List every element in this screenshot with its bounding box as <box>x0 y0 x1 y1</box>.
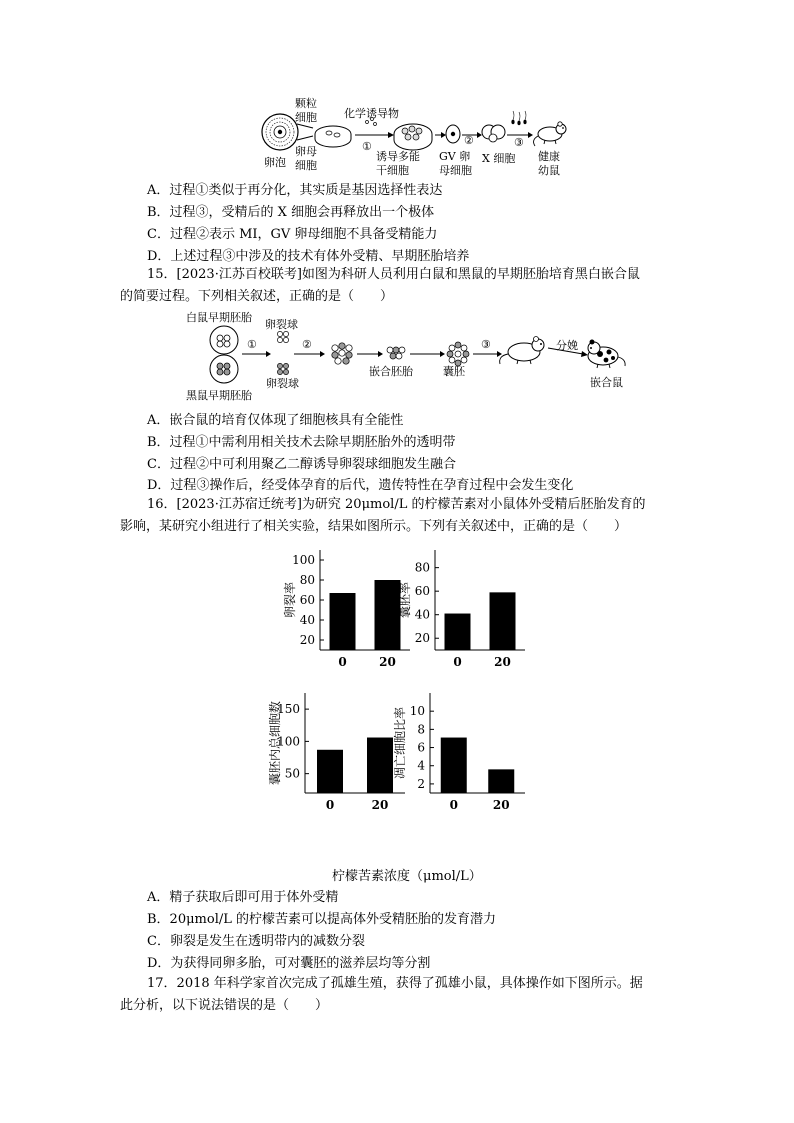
chart-apoptosis-ratio <box>385 688 535 813</box>
fig1-ips-label-1: 诱导多能 <box>376 150 420 163</box>
q15-option-d: D．过程③操作后，经受体孕育的后代，遗传特性在孕育过程中会发生变化 <box>147 478 574 493</box>
y-axis-label: 凋亡细胞比率 <box>393 706 407 780</box>
q14-option-a: A．过程①类似于再分化，其实质是基因选择性表达 <box>147 183 443 198</box>
fig1-inducer-label: 化学诱导物 <box>344 107 399 120</box>
fig1-mouse-label-2: 幼鼠 <box>538 164 560 177</box>
x-cell-drawing <box>482 125 505 142</box>
q16-stem-line2: 影响，某研究小组进行了相关实验，结果如图所示。下列有关叙述中，正确的是（ ） <box>120 519 628 534</box>
fig2-blastocyst-label: 囊胚 <box>443 365 465 378</box>
q15-option-a: A．嵌合鼠的培育仅体现了细胞核具有全能性 <box>147 413 404 428</box>
fig1-ips-label-2: 干细胞 <box>376 164 409 177</box>
q17-stem-line1: 17．2018 年科学家首次完成了孤雄生殖，获得了孤雄小鼠，具体操作如下图所示。据 <box>147 976 643 991</box>
y-tick-label: 20 <box>414 631 430 646</box>
bar-0 <box>441 738 467 793</box>
fig2-step2-label: ② <box>302 338 312 351</box>
cleavage-ball-top <box>277 331 288 342</box>
y-tick-label: 40 <box>299 613 315 627</box>
fig2-black-embryo-label: 黑鼠早期胚胎 <box>186 389 252 402</box>
recipient-mouse-icon <box>500 337 544 365</box>
y-axis-label: 囊胚内总细胞数 <box>268 700 282 786</box>
x-tick-label: 20 <box>371 798 389 812</box>
chimeric-cluster <box>332 343 352 364</box>
q15-option-c: C．过程②中可利用聚乙二醇诱导卵裂球细胞发生融合 <box>147 457 456 472</box>
y-tick-label: 20 <box>299 633 315 647</box>
y-tick-label: 100 <box>277 734 300 749</box>
y-axis-label: 囊胚率 <box>398 581 412 619</box>
fig2-chimeric-mouse-label: 嵌合鼠 <box>590 376 623 389</box>
x-tick-label: 20 <box>492 798 510 812</box>
fig2-step1-label: ① <box>247 338 257 351</box>
y-tick-label: 80 <box>299 573 315 587</box>
x-tick-label: 20 <box>379 655 396 669</box>
culture-dish-1 <box>315 126 351 147</box>
fig1-gv-label-1: GV 卵 <box>439 150 471 163</box>
x-tick-label: 0 <box>449 798 458 812</box>
follicle-drawing <box>262 114 298 150</box>
fig1-oocyte-label-1: 卵母 <box>295 145 317 158</box>
y-axis-label: 卵裂率 <box>283 581 297 619</box>
blastocyst-drawing <box>447 342 469 366</box>
y-tick-label: 2 <box>417 776 425 791</box>
fig2-step3-label: ③ <box>481 338 491 351</box>
q16-shared-xlabel: 柠檬苦素浓度（μmol/L） <box>332 869 482 884</box>
fig2-chimeric-embryo-label: 嵌合胚胎 <box>369 365 413 378</box>
fig1-gv-label-2: 母细胞 <box>439 164 472 177</box>
chart-blastocyst-rate <box>395 545 535 670</box>
bar-0 <box>317 750 343 793</box>
black-embryo-drawing <box>210 355 238 383</box>
fig1-step2-label: ② <box>464 134 474 147</box>
fig2-delivery-label: 分娩 <box>556 339 578 352</box>
q16-option-a: A．精子获取后即可用于体外受精 <box>147 890 339 905</box>
x-tick-label: 0 <box>325 798 335 812</box>
fig2-cleavage-top-label: 卵裂球 <box>265 318 298 331</box>
x-tick-label: 20 <box>494 655 511 669</box>
fig1-step3-label: ③ <box>514 136 524 149</box>
q15-stem-line1: 15．[2023·江苏百校联考]如图为科研人员利用白鼠和黑鼠的早期胚胎培育黑白嵌合鼠 <box>147 267 640 282</box>
y-tick-label: 4 <box>417 758 425 773</box>
gv-oocyte-drawing <box>446 125 460 143</box>
q14-option-c: C．过程②表示 MⅠ，GV 卵母细胞不具备受精能力 <box>147 227 438 242</box>
q14-option-b: B．过程③，受精后的 X 细胞会再释放出一个极体 <box>147 205 435 220</box>
q15-option-b: B．过程①中需利用相关技术去除早期胚胎外的透明带 <box>147 435 456 450</box>
sperm-icon <box>511 111 526 125</box>
y-tick-label: 150 <box>277 702 300 717</box>
q15-stem-line2: 的简要过程。下列相关叙述，正确的是（ ） <box>120 289 394 304</box>
y-tick-label: 80 <box>414 560 430 575</box>
fig1-oocyte-label-2: 细胞 <box>295 159 317 172</box>
culture-dish-2 <box>394 124 432 150</box>
bar-0 <box>330 593 356 650</box>
y-tick-label: 60 <box>414 584 430 599</box>
x-tick-label: 0 <box>453 655 462 669</box>
y-tick-label: 10 <box>409 704 425 719</box>
fig1-granule-label-1: 颗粒 <box>295 97 317 110</box>
fig2-cleavage-bottom-label: 卵裂球 <box>266 377 299 390</box>
x-tick-label: 0 <box>338 655 347 669</box>
chimeric-mouse-icon <box>588 340 625 369</box>
bar-0 <box>445 614 471 650</box>
q16-option-c: C．卵裂是发生在透明带内的减数分裂 <box>147 934 365 949</box>
y-tick-label: 40 <box>414 607 430 622</box>
q16-option-b: B．20μmol/L 的柠檬苦素可以提高体外受精胚胎的发育潜力 <box>147 912 497 927</box>
cleavage-ball-bottom <box>277 363 288 374</box>
fig1-granule-label-2: 细胞 <box>295 111 317 124</box>
q14-option-d: D．上述过程③中涉及的技术有体外受精、早期胚胎培养 <box>147 249 470 264</box>
chimeric-embryo-drawing <box>387 347 405 359</box>
fig2-white-embryo-label: 白鼠早期胚胎 <box>186 311 252 324</box>
y-tick-label: 100 <box>292 553 315 567</box>
q17-stem-line2: 此分析，以下说法错误的是（ ） <box>120 998 329 1013</box>
q16-stem-line1: 16．[2023·江苏宿迁统考]为研究 20μmol/L 的柠檬苦素对小鼠体外受精后胚胎发育的 <box>147 497 646 512</box>
fig1-follicle-label: 卵泡 <box>264 156 286 169</box>
fig1-mouse-label-1: 健康 <box>538 150 560 163</box>
white-embryo-drawing <box>210 326 238 354</box>
bar-20 <box>490 592 516 650</box>
y-tick-label: 8 <box>417 722 425 737</box>
y-tick-label: 6 <box>417 740 425 755</box>
fig1-step1-label: ① <box>362 140 372 153</box>
fig1-xcell-label: X 细胞 <box>482 152 516 165</box>
bar-20 <box>488 769 514 793</box>
q16-option-d: D．为获得同卵多胎，可对囊胚的滋养层均等分割 <box>147 956 431 971</box>
y-tick-label: 50 <box>284 766 300 781</box>
mouse-icon <box>534 122 566 146</box>
y-tick-label: 60 <box>299 593 315 607</box>
